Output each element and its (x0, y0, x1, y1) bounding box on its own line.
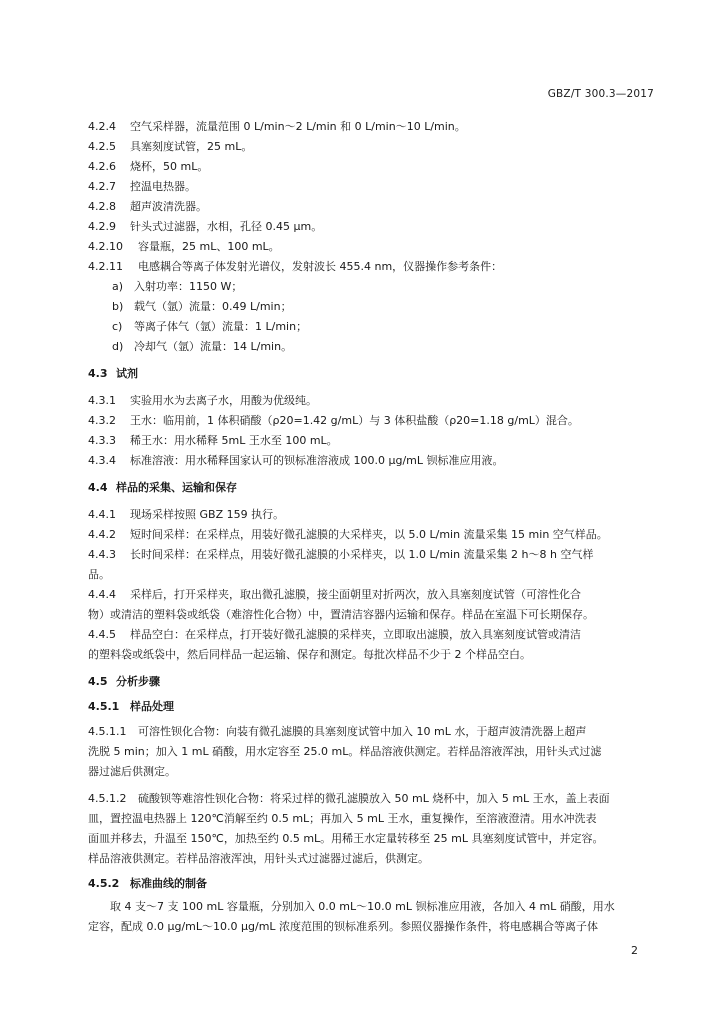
section-heading-4-5-2: 4.5.2 标准曲线的制备 (88, 877, 207, 890)
list-item-a: a) 入射功率：1150 W； (112, 280, 243, 293)
clause-4-3-2: 4.3.2 王水：临用前，1 体积硝酸（ρ20=1.42 g/mL）与 3 体积盐酸（ρ20=1.18 g/mL）混合。 (88, 414, 579, 427)
clause-4-2-7: 4.2.7 控温电热器。 (88, 180, 196, 193)
clause-4-2-4: 4.2.4 空气采样器，流量范围 0 L/min～2 L/min 和 0 L/min～10 L/min。 (88, 120, 466, 133)
clause-4-4-2: 4.4.2 短时间采样：在采样点，用装好微孔滤膜的大采样夹，以 5.0 L/min 流量采集 15 min 空气样品。 (88, 528, 608, 541)
standard-code-header: GBZ/T 300.3—2017 (547, 88, 654, 100)
paragraph-4-5-2-line1: 取 4 支～7 支 100 mL 容量瓶，分别加入 0.0 mL～10.0 mL 钡标准应用液，各加入 4 mL 硝酸，用水 (110, 900, 615, 913)
section-heading-4-5: 4.5 分析步骤 (88, 675, 160, 688)
section-heading-4-5-1: 4.5.1 样品处理 (88, 700, 174, 713)
clause-4-4-5: 4.4.5 样品空白：在采样点，打开装好微孔滤膜的采样夹，立即取出滤膜，放入具塞刻度试管或清洁 (88, 628, 581, 641)
clause-4-4-5-cont: 的塑料袋或纸袋中，然后同样品一起运输、保存和测定。每批次样品不少于 2 个样品空白。 (88, 648, 531, 661)
clause-4-5-1-2: 4.5.1.2 硫酸钡等难溶性钡化合物：将采过样的微孔滤膜放入 50 mL 烧杯中，加入 5 mL 王水，盖上表面 (88, 792, 610, 805)
clause-4-5-1-1-cont1: 洗脱 5 min；加入 1 mL 硝酸，用水定容至 25.0 mL。样品溶液供测定。若样品溶液浑浊，用针头式过滤 (88, 745, 602, 758)
clause-4-2-6: 4.2.6 烧杯，50 mL。 (88, 160, 209, 173)
clause-4-2-8: 4.2.8 超声波清洗器。 (88, 200, 207, 213)
clause-4-5-1-2-cont2: 面皿并移去，升温至 150℃，加热至约 0.5 mL。用稀王水定量转移至 25 mL 具塞刻度试管中，并定容。 (88, 832, 604, 845)
clause-4-5-1-2-cont1: 皿，置控温电热器上 120℃消解至约 0.5 mL；再加入 5 mL 王水，重复操作，至溶液澄清。用水冲洗表 (88, 812, 597, 825)
clause-4-2-11: 4.2.11 电感耦合等离子体发射光谱仪，发射波长 455.4 nm，仪器操作参考条件： (88, 260, 503, 273)
section-heading-4-4: 4.4 样品的采集、运输和保存 (88, 481, 237, 494)
section-heading-4-3: 4.3 试剂 (88, 367, 138, 380)
clause-4-3-4: 4.3.4 标准溶液：用水稀释国家认可的钡标准溶液成 100.0 μg/mL 钡标准应用液。 (88, 454, 504, 467)
clause-4-5-1-1: 4.5.1.1 可溶性钡化合物：向装有微孔滤膜的具塞刻度试管中加入 10 mL 水，于超声波清洗器上超声 (88, 725, 587, 738)
clause-4-2-5: 4.2.5 具塞刻度试管，25 mL。 (88, 140, 253, 153)
list-item-d: d) 冷却气（氩）流量：14 L/min。 (112, 340, 293, 353)
paragraph-4-5-2-line2: 定容，配成 0.0 μg/mL～10.0 μg/mL 浓度范围的钡标准系列。参照仪器操作条件，将电感耦合等离子体 (88, 920, 599, 933)
clause-4-5-1-2-cont3: 样品溶液供测定。若样品溶液浑浊，用针头式过滤器过滤后，供测定。 (88, 852, 429, 865)
clause-4-4-4-cont: 物）或清洁的塑料袋或纸袋（难溶性化合物）中，置清洁容器内运输和保存。样品在室温下可长期保存。 (88, 608, 594, 621)
clause-4-4-1: 4.4.1 现场采样按照 GBZ 159 执行。 (88, 508, 285, 521)
clause-4-2-9: 4.2.9 针头式过滤器，水相，孔径 0.45 μm。 (88, 220, 323, 233)
clause-4-5-1-1-cont2: 器过滤后供测定。 (88, 765, 176, 778)
page-number: 2 (631, 944, 638, 957)
clause-4-4-4: 4.4.4 采样后，打开采样夹，取出微孔滤膜，接尘面朝里对折两次，放入具塞刻度试管（可溶性化合 (88, 588, 581, 601)
list-item-b: b) 载气（氩）流量：0.49 L/min； (112, 300, 292, 313)
clause-4-4-3-cont: 品。 (88, 568, 110, 581)
clause-4-4-3: 4.4.3 长时间采样：在采样点，用装好微孔滤膜的小采样夹，以 1.0 L/min 流量采集 2 h～8 h 空气样 (88, 548, 594, 561)
list-item-c: c) 等离子体气（氩）流量：1 L/min； (112, 320, 308, 333)
clause-4-3-3: 4.3.3 稀王水：用水稀释 5mL 王水至 100 mL。 (88, 434, 338, 447)
clause-4-3-1: 4.3.1 实验用水为去离子水，用酸为优级纯。 (88, 394, 317, 407)
clause-4-2-10: 4.2.10 容量瓶，25 mL、100 mL。 (88, 240, 280, 253)
